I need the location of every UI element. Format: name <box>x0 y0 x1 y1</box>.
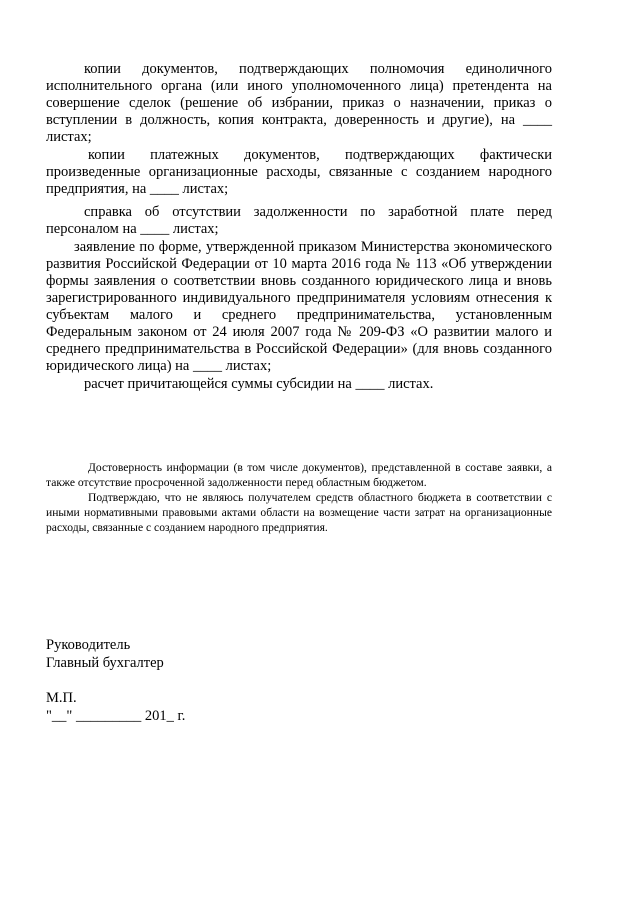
head-label: Руководитель <box>46 637 131 653</box>
list-item: копии платежных документов, подтверждающих фактически произведенные организационные расходы, связанные с созданием народного предприятия, на ____ листах; <box>46 147 552 197</box>
attachments-list <box>46 61 552 393</box>
date-line: "__" _________ 201_ г. <box>46 708 186 724</box>
list-item: справка об отсутствии задолженности по заработной плате перед персоналом на ____ листах; <box>46 204 552 237</box>
list-item: копии документов, подтверждающих полномочия единоличного исполнительного органа (или иного уполномоченного лица) претендента на совершение сделок (решение об избрании, приказ о назначении, приказ о вступлении в должность, копия контракта, доверенность и другие), на ____ листах; <box>46 61 552 145</box>
stamp-label: М.П. <box>46 690 77 706</box>
stamp-block <box>46 689 185 725</box>
list-item: расчет причитающейся суммы субсидии на ____ листах. <box>84 376 434 392</box>
confirmation-note: Подтверждаю, что не являюсь получателем средств областного бюджета в соответствии с иными нормативными правовыми актами области на возмещение части затрат на организационные расходы, связанные с созданием народного предприятия. <box>46 491 552 534</box>
signature-block <box>46 636 164 672</box>
confirmation-notes <box>46 460 552 535</box>
accountant-label: Главный бухгалтер <box>46 655 164 671</box>
reliability-note: Достоверность информации (в том числе документов), представленной в составе заявки, а также отсутствие просроченной задолженности перед областным бюджетом. <box>46 461 552 489</box>
list-item: заявление по форме, утвержденной приказом Министерства экономического развития Российской Федерации от 10 марта 2016 года № 113 «Об утверждении формы заявления о соответствии вновь созданного юридического лица и вновь зарегистрированного индивидуального предпринимателя условиям отнесения к субъектам малого и среднего предпринимательства, установленным Федеральным законом от 24 июля 2007 года № 209-ФЗ «О развитии малого и среднего предпринимательства в Российской Федерации» (для вновь созданного юридического лица) на ____ листах; <box>46 239 552 374</box>
